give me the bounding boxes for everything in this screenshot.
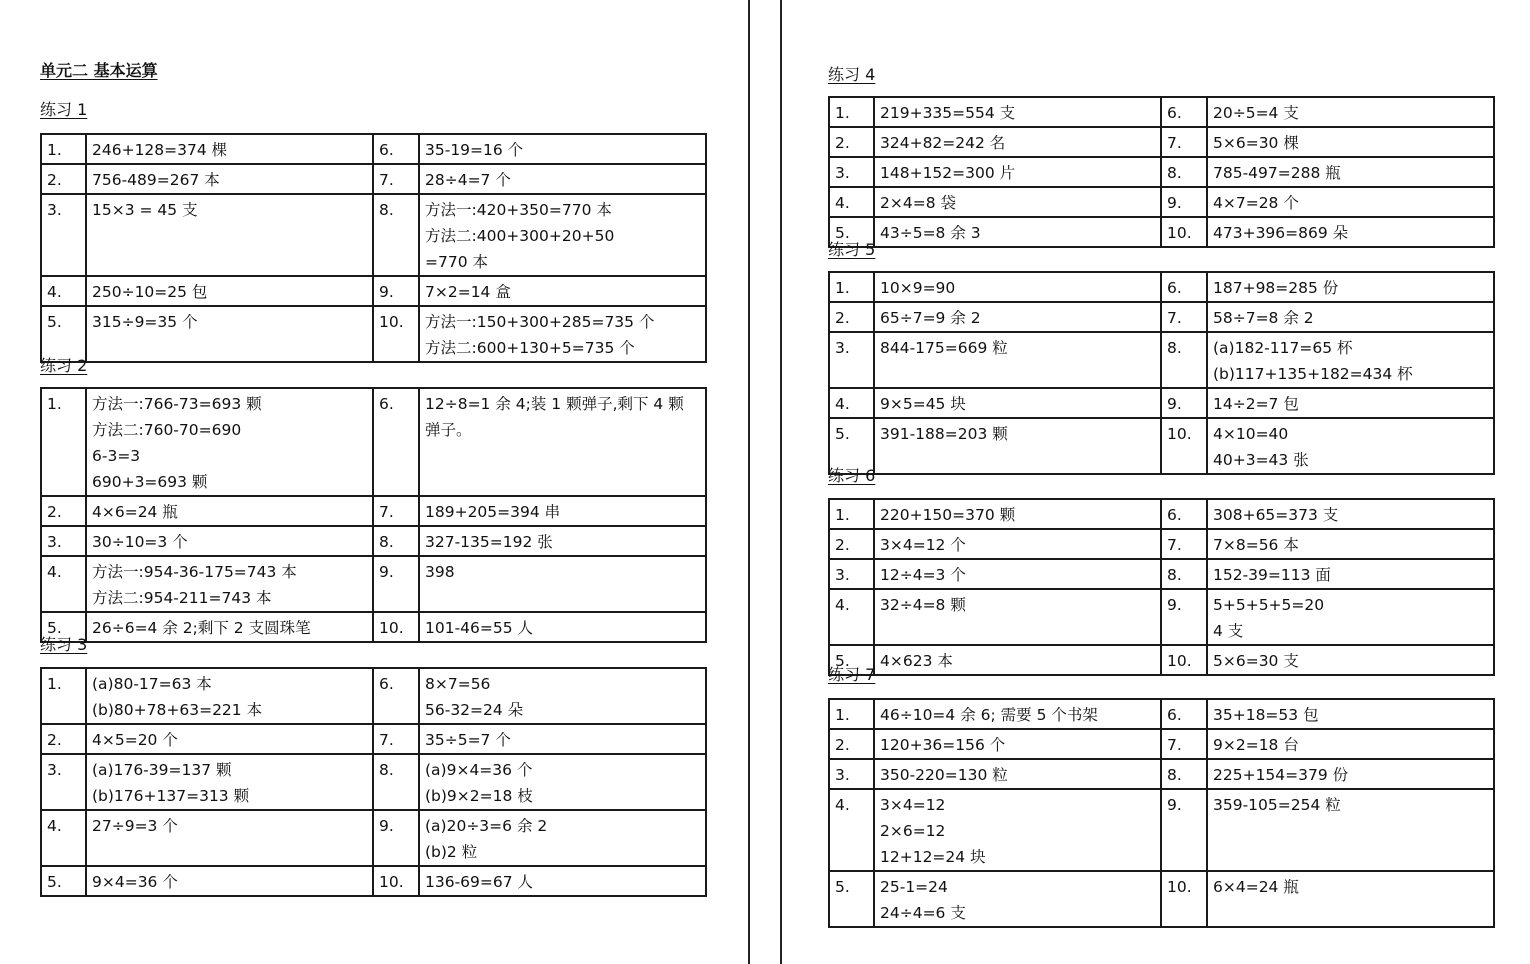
answer-line: 5×6=30 棵 <box>1213 134 1299 152</box>
answer-cell <box>1207 499 1494 529</box>
question-number: 10. <box>373 306 419 362</box>
answer-line: (a)176-39=137 颗 <box>92 761 232 779</box>
answer-cell <box>86 810 373 866</box>
answer-line: 46÷10=4 余 6; 需要 5 个书架 <box>880 706 1098 724</box>
table-row <box>829 645 1494 675</box>
table-row <box>829 499 1494 529</box>
table-row <box>41 306 706 362</box>
answer-line: 12÷8=1 余 4;装 1 颗弹子,剩下 4 颗 <box>425 395 684 413</box>
answer-line: 方法二:954-211=743 本 <box>92 589 272 607</box>
question-number: 7. <box>1161 127 1207 157</box>
question-number: 8. <box>1161 559 1207 589</box>
answer-line: 43÷5=8 余 3 <box>880 224 981 242</box>
table-row <box>41 276 706 306</box>
question-number: 6. <box>1161 272 1207 302</box>
answer-line: 35-19=16 个 <box>425 141 524 159</box>
answer-cell <box>874 699 1161 729</box>
answer-cell <box>1207 302 1494 332</box>
answer-line: 9×5=45 块 <box>880 395 966 413</box>
table-row <box>41 194 706 276</box>
question-number: 10. <box>1161 217 1207 247</box>
answer-line: 3×4=12 <box>880 796 946 814</box>
answer-cell <box>419 668 706 724</box>
exercise-table-3 <box>40 667 707 897</box>
section-heading-ex2: 练习 2 <box>40 356 88 375</box>
question-number: 8. <box>373 526 419 556</box>
question-number: 5. <box>829 217 874 247</box>
answer-cell <box>874 645 1161 675</box>
table-row <box>41 388 706 496</box>
exercise-table-4 <box>828 96 1495 248</box>
answer-cell <box>874 157 1161 187</box>
answer-line: 方法二:600+130+5=735 个 <box>425 339 635 357</box>
table-row <box>41 496 706 526</box>
answer-cell <box>419 134 706 164</box>
answer-cell <box>419 164 706 194</box>
answer-cell <box>86 134 373 164</box>
question-number: 6. <box>1161 699 1207 729</box>
answer-line: 方法一:954-36-175=743 本 <box>92 563 297 581</box>
answer-line: 20÷5=4 支 <box>1213 104 1299 122</box>
answer-line: 32÷4=8 颗 <box>880 596 966 614</box>
question-number: 1. <box>829 499 874 529</box>
answer-cell <box>419 866 706 896</box>
section-heading-ex1: 练习 1 <box>40 100 88 119</box>
table-row <box>829 187 1494 217</box>
question-number: 8. <box>373 194 419 276</box>
question-number: 3. <box>829 157 874 187</box>
table-row <box>829 589 1494 645</box>
answer-cell <box>86 556 373 612</box>
answer-cell <box>86 306 373 362</box>
answer-cell <box>874 559 1161 589</box>
answer-line: 785-497=288 瓶 <box>1213 164 1341 182</box>
question-number: 6. <box>373 668 419 724</box>
answer-line: 324+82=242 名 <box>880 134 1006 152</box>
question-number: 9. <box>373 556 419 612</box>
table-row <box>41 164 706 194</box>
answer-line: 56-32=24 朵 <box>425 701 524 719</box>
question-number: 3. <box>41 754 86 810</box>
answer-cell <box>874 302 1161 332</box>
question-number: 6. <box>1161 499 1207 529</box>
answer-line: 152-39=113 面 <box>1213 566 1331 584</box>
question-number: 2. <box>41 164 86 194</box>
answer-line: (a)9×4=36 个 <box>425 761 533 779</box>
exercise-table-5 <box>828 271 1495 475</box>
answer-cell <box>1207 388 1494 418</box>
question-number: 2. <box>829 302 874 332</box>
answer-line: 136-69=67 人 <box>425 873 534 891</box>
table-row <box>41 556 706 612</box>
answer-cell <box>1207 559 1494 589</box>
question-number: 1. <box>829 699 874 729</box>
table-row <box>829 529 1494 559</box>
question-number: 5. <box>829 645 874 675</box>
table-row <box>41 866 706 896</box>
answer-line: 9×2=18 台 <box>1213 736 1299 754</box>
answer-cell <box>1207 187 1494 217</box>
exercise-table-1 <box>40 133 707 363</box>
table-row <box>829 217 1494 247</box>
answer-cell <box>86 276 373 306</box>
page-divider-right <box>780 0 782 964</box>
answer-cell <box>874 187 1161 217</box>
question-number: 4. <box>41 556 86 612</box>
question-number: 8. <box>1161 332 1207 388</box>
answer-cell <box>874 871 1161 927</box>
table-row <box>41 810 706 866</box>
answer-cell <box>86 724 373 754</box>
answer-cell <box>874 332 1161 388</box>
question-number: 4. <box>41 810 86 866</box>
question-number: 6. <box>373 388 419 496</box>
answer-line: 250÷10=25 包 <box>92 283 208 301</box>
answer-cell <box>419 754 706 810</box>
table-row <box>41 526 706 556</box>
question-number: 1. <box>41 668 86 724</box>
table-row <box>829 127 1494 157</box>
answer-cell <box>1207 589 1494 645</box>
table-row <box>829 302 1494 332</box>
answer-cell <box>874 759 1161 789</box>
answer-cell <box>874 729 1161 759</box>
answer-line: 359-105=254 粒 <box>1213 796 1341 814</box>
answer-cell <box>1207 157 1494 187</box>
answer-line: 40+3=43 张 <box>1213 451 1309 469</box>
question-number: 1. <box>41 388 86 496</box>
answer-line: 690+3=693 颗 <box>92 473 208 491</box>
answer-cell <box>874 499 1161 529</box>
answer-cell <box>86 526 373 556</box>
section-heading-ex7: 练习 7 <box>828 665 876 684</box>
question-number: 7. <box>1161 302 1207 332</box>
answer-line: 方法一:150+300+285=735 个 <box>425 313 655 331</box>
question-number: 10. <box>1161 645 1207 675</box>
table-row <box>41 668 706 724</box>
answer-cell <box>1207 332 1494 388</box>
answer-cell <box>86 194 373 276</box>
table-row <box>41 612 706 642</box>
table-row <box>829 157 1494 187</box>
question-number: 2. <box>829 529 874 559</box>
table-row <box>829 97 1494 127</box>
table-row <box>829 272 1494 302</box>
answer-line: 30÷10=3 个 <box>92 533 188 551</box>
exercise-table-6 <box>828 498 1495 676</box>
answer-line: 35÷5=7 个 <box>425 731 511 749</box>
question-number: 3. <box>41 526 86 556</box>
answer-cell <box>419 496 706 526</box>
answer-line: 7×8=56 本 <box>1213 536 1299 554</box>
answer-cell <box>874 127 1161 157</box>
exercise-table-7 <box>828 698 1495 928</box>
question-number: 5. <box>829 418 874 474</box>
answer-line: 14÷2=7 包 <box>1213 395 1299 413</box>
question-number: 9. <box>1161 388 1207 418</box>
answer-line: 弹子。 <box>425 421 472 439</box>
answer-line: 308+65=373 支 <box>1213 506 1339 524</box>
answer-line: 9×4=36 个 <box>92 873 178 891</box>
answer-cell <box>874 272 1161 302</box>
answer-line: 方法二:760-70=690 <box>92 421 242 439</box>
unit-title: 单元二 基本运算 <box>40 61 158 80</box>
answer-cell <box>86 388 373 496</box>
answer-cell <box>419 388 706 496</box>
table-row <box>41 724 706 754</box>
answer-line: (a)80-17=63 本 <box>92 675 212 693</box>
answer-line: 58÷7=8 余 2 <box>1213 309 1314 327</box>
answer-cell <box>1207 789 1494 871</box>
question-number: 5. <box>41 612 86 642</box>
answer-line: 25-1=24 <box>880 878 948 896</box>
question-number: 9. <box>1161 187 1207 217</box>
question-number: 4. <box>829 187 874 217</box>
question-number: 4. <box>41 276 86 306</box>
answer-cell <box>86 612 373 642</box>
question-number: 8. <box>373 754 419 810</box>
answer-line: 10×9=90 <box>880 279 956 297</box>
answer-cell <box>1207 127 1494 157</box>
answer-line: 35+18=53 包 <box>1213 706 1319 724</box>
answer-line: 220+150=370 颗 <box>880 506 1016 524</box>
answer-line: 方法二:400+300+20+50 <box>425 227 615 245</box>
answer-line: 方法一:420+350=770 本 <box>425 201 612 219</box>
answer-line: 12÷4=3 个 <box>880 566 966 584</box>
answer-line: 3×4=12 个 <box>880 536 966 554</box>
question-number: 6. <box>1161 97 1207 127</box>
answer-line: 315÷9=35 个 <box>92 313 198 331</box>
answer-cell <box>86 866 373 896</box>
answer-line: 4×5=20 个 <box>92 731 178 749</box>
answer-line: 4×623 本 <box>880 652 953 670</box>
answer-cell <box>1207 217 1494 247</box>
question-number: 6. <box>373 134 419 164</box>
answer-line: 2×4=8 袋 <box>880 194 956 212</box>
answer-cell <box>874 589 1161 645</box>
answer-cell <box>874 529 1161 559</box>
question-number: 5. <box>41 866 86 896</box>
question-number: 1. <box>41 134 86 164</box>
question-number: 4. <box>829 789 874 871</box>
answer-line: 246+128=374 棵 <box>92 141 228 159</box>
question-number: 3. <box>829 332 874 388</box>
answer-line: 2×6=12 <box>880 822 946 840</box>
answer-line: 4 支 <box>1213 622 1244 640</box>
answer-line: 187+98=285 份 <box>1213 279 1339 297</box>
answer-cell <box>1207 272 1494 302</box>
answer-line: 4×10=40 <box>1213 425 1289 443</box>
answer-line: 24÷4=6 支 <box>880 904 966 922</box>
answer-line: 398 <box>425 563 455 581</box>
answer-line: 12+12=24 块 <box>880 848 986 866</box>
answer-line: 844-175=669 粒 <box>880 339 1008 357</box>
question-number: 5. <box>41 306 86 362</box>
question-number: 8. <box>1161 759 1207 789</box>
answer-cell <box>1207 97 1494 127</box>
question-number: 7. <box>373 496 419 526</box>
question-number: 3. <box>829 559 874 589</box>
question-number: 7. <box>1161 729 1207 759</box>
answer-line: 4×6=24 瓶 <box>92 503 178 521</box>
question-number: 9. <box>1161 589 1207 645</box>
answer-cell <box>86 496 373 526</box>
question-number: 10. <box>1161 871 1207 927</box>
answer-cell <box>419 526 706 556</box>
answer-line: 219+335=554 支 <box>880 104 1016 122</box>
answer-cell <box>1207 759 1494 789</box>
answer-line: (b)2 粒 <box>425 843 478 861</box>
section-heading-ex4: 练习 4 <box>828 65 876 84</box>
answer-line: 方法一:766-73=693 颗 <box>92 395 262 413</box>
answer-cell <box>419 724 706 754</box>
table-row <box>829 332 1494 388</box>
answer-cell <box>419 276 706 306</box>
answer-line: 4×7=28 个 <box>1213 194 1299 212</box>
question-number: 9. <box>373 810 419 866</box>
question-number: 2. <box>41 496 86 526</box>
exercise-table-2 <box>40 387 707 643</box>
answer-cell <box>874 388 1161 418</box>
answer-line: (b)80+78+63=221 本 <box>92 701 263 719</box>
question-number: 9. <box>373 276 419 306</box>
answer-cell <box>1207 529 1494 559</box>
answer-cell <box>874 217 1161 247</box>
question-number: 3. <box>41 194 86 276</box>
answer-cell <box>1207 418 1494 474</box>
answer-line: 148+152=300 片 <box>880 164 1016 182</box>
answer-line: 6×4=24 瓶 <box>1213 878 1299 896</box>
answer-cell <box>419 556 706 612</box>
answer-line: 120+36=156 个 <box>880 736 1006 754</box>
answer-line: 350-220=130 粒 <box>880 766 1008 784</box>
question-number: 1. <box>829 272 874 302</box>
table-row <box>829 559 1494 589</box>
answer-cell <box>419 810 706 866</box>
section-heading-ex5: 练习 5 <box>828 240 876 259</box>
answer-cell <box>86 668 373 724</box>
table-row <box>829 871 1494 927</box>
question-number: 4. <box>829 388 874 418</box>
answer-cell <box>874 97 1161 127</box>
answer-cell <box>1207 729 1494 759</box>
answer-line: (b)9×2=18 枝 <box>425 787 533 805</box>
answer-line: 391-188=203 颗 <box>880 425 1008 443</box>
question-number: 2. <box>41 724 86 754</box>
question-number: 10. <box>1161 418 1207 474</box>
table-row <box>829 418 1494 474</box>
answer-cell <box>874 789 1161 871</box>
question-number: 7. <box>373 164 419 194</box>
answer-line: 225+154=379 份 <box>1213 766 1349 784</box>
answer-cell <box>1207 645 1494 675</box>
answer-line: 65÷7=9 余 2 <box>880 309 981 327</box>
answer-cell <box>1207 699 1494 729</box>
table-row <box>829 729 1494 759</box>
answer-line: 7×2=14 盒 <box>425 283 511 301</box>
page-divider-left <box>748 0 750 964</box>
question-number: 8. <box>1161 157 1207 187</box>
question-number: 2. <box>829 729 874 759</box>
table-row <box>41 134 706 164</box>
table-row <box>829 789 1494 871</box>
answer-line: (b)176+137=313 颗 <box>92 787 250 805</box>
answer-line: 26÷6=4 余 2;剩下 2 支圆珠笔 <box>92 619 311 637</box>
answer-cell <box>419 306 706 362</box>
answer-line: 8×7=56 <box>425 675 491 693</box>
question-number: 10. <box>373 866 419 896</box>
answer-cell <box>874 418 1161 474</box>
answer-line: (b)117+135+182=434 杯 <box>1213 365 1413 383</box>
answer-line: =770 本 <box>425 253 488 271</box>
question-number: 7. <box>1161 529 1207 559</box>
answer-line: 101-46=55 人 <box>425 619 534 637</box>
question-number: 7. <box>373 724 419 754</box>
answer-line: 327-135=192 张 <box>425 533 553 551</box>
answer-line: 5+5+5+5=20 <box>1213 596 1325 614</box>
question-number: 3. <box>829 759 874 789</box>
question-number: 2. <box>829 127 874 157</box>
answer-line: 27÷9=3 个 <box>92 817 178 835</box>
question-number: 5. <box>829 871 874 927</box>
answer-line: 189+205=394 串 <box>425 503 561 521</box>
answer-line: 15×3 = 45 支 <box>92 201 198 219</box>
question-number: 4. <box>829 589 874 645</box>
question-number: 10. <box>373 612 419 642</box>
answer-cell <box>419 612 706 642</box>
table-row <box>829 388 1494 418</box>
answer-cell <box>86 164 373 194</box>
table-row <box>829 699 1494 729</box>
section-heading-ex3: 练习 3 <box>40 635 88 654</box>
answer-cell <box>1207 871 1494 927</box>
answer-line: 473+396=869 朵 <box>1213 224 1349 242</box>
table-row <box>41 754 706 810</box>
section-heading-ex6: 练习 6 <box>828 466 876 485</box>
table-row <box>829 759 1494 789</box>
answer-line: (a)182-117=65 杯 <box>1213 339 1353 357</box>
answer-line: (a)20÷3=6 余 2 <box>425 817 548 835</box>
answer-cell <box>86 754 373 810</box>
answer-line: 6-3=3 <box>92 447 141 465</box>
answer-line: 756-489=267 本 <box>92 171 220 189</box>
answer-line: 5×6=30 支 <box>1213 652 1299 670</box>
answer-line: 28÷4=7 个 <box>425 171 511 189</box>
answer-cell <box>419 194 706 276</box>
question-number: 1. <box>829 97 874 127</box>
question-number: 9. <box>1161 789 1207 871</box>
